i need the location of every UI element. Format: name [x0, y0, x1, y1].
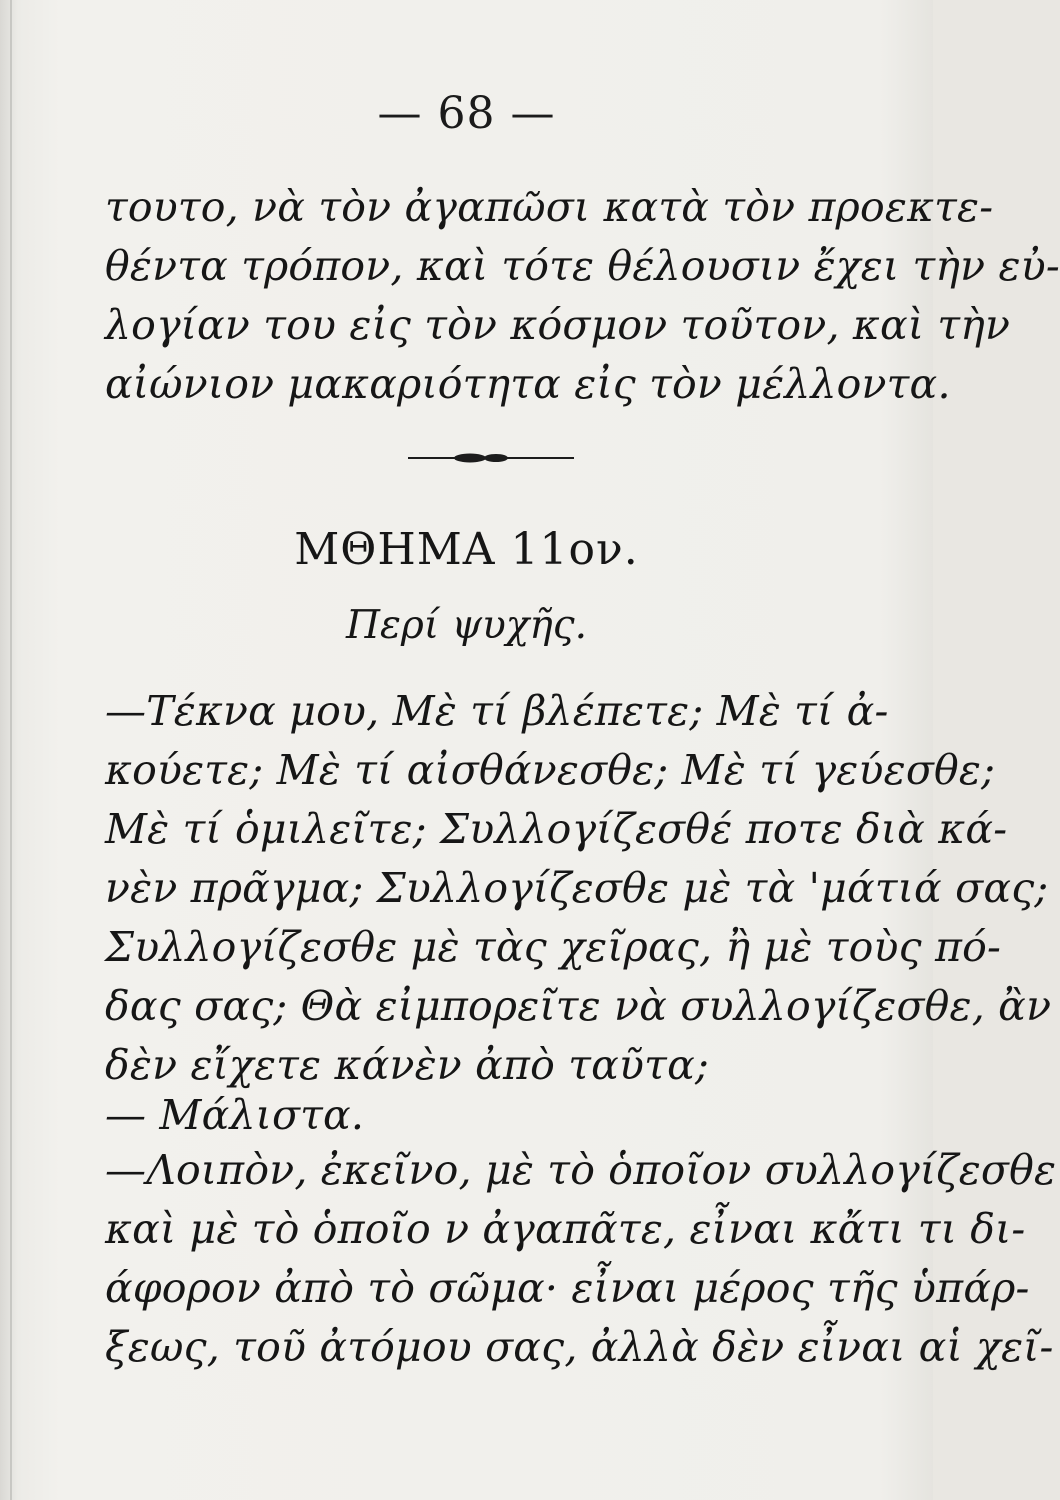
- text-line: ξεως, τοῦ ἀτόμου σας, ἀλλὰ δὲν εἶναι αἱ χεῖ-: [105, 1323, 1054, 1371]
- text-line: δας σας; Θὰ εἰμπορεῖτε νὰ συλλογίζεσθε, ἂν: [105, 982, 1052, 1030]
- paragraph-3: [105, 1086, 870, 1145]
- binding-edge: [10, 0, 12, 1500]
- lesson-title: ΜΘΗΜΑ 11ον.: [294, 524, 639, 575]
- lesson-subtitle: Περί ψυχῆς.: [345, 603, 588, 648]
- text-line: θέντα τρόπον, καὶ τότε θέλουσιν ἔχει τὴν εὐ-: [105, 242, 1060, 290]
- page-number: — 68 —: [377, 88, 556, 139]
- text-line: Συλλογίζεσθε μὲ τὰς χεῖρας, ἢ μὲ τοὺς πό-: [105, 923, 1002, 971]
- text-line: καὶ μὲ τὸ ὁποῖο ν ἀγαπᾶτε, εἶναι κἄτι τι δι-: [105, 1205, 1026, 1253]
- text-line: λογίαν του εἰς τὸν κόσμον τοῦτον, καὶ τὴν: [105, 301, 1011, 349]
- text-line: άφορον ἀπὸ τὸ σῶμα· εἶναι μέρος τῆς ὑπάρ-: [105, 1264, 1030, 1312]
- paragraph-1: [105, 178, 1060, 414]
- rule-ornament-icon: [408, 451, 574, 465]
- text-line: νὲν πρᾶγμα; Συλλογίζεσθε μὲ τὰ 'μάτιά σας;: [105, 864, 1049, 912]
- text-line: — Μάλιστα.: [105, 1091, 365, 1139]
- text-line: —Λοιπὸν, ἐκεῖνο, μὲ τὸ ὁποῖον συλλογίζεσθε: [105, 1146, 1057, 1194]
- text-line: Μὲ τί ὁμιλεῖτε; Συλλογίζεσθέ ποτε διὰ κά-: [105, 805, 1008, 853]
- text-line: αἰώνιον μακαριότητα εἰς τὸν μέλλοντα.: [105, 360, 951, 408]
- text-line: —Τέκνα μου, Μὲ τί βλέπετε; Μὲ τί ἀ-: [105, 687, 889, 735]
- paragraph-2: [105, 682, 1052, 1095]
- paragraph-4: [105, 1141, 1057, 1377]
- text-line: τουτο, νὰ τὸν ἀγαπῶσι κατὰ τὸν προεκτε-: [105, 183, 994, 231]
- text-line: δὲν εἴχετε κάνὲν ἀπὸ ταῦτα;: [105, 1041, 709, 1089]
- text-line: κούετε; Μὲ τί αἰσθάνεσθε; Μὲ τί γεύεσθε;: [105, 746, 996, 794]
